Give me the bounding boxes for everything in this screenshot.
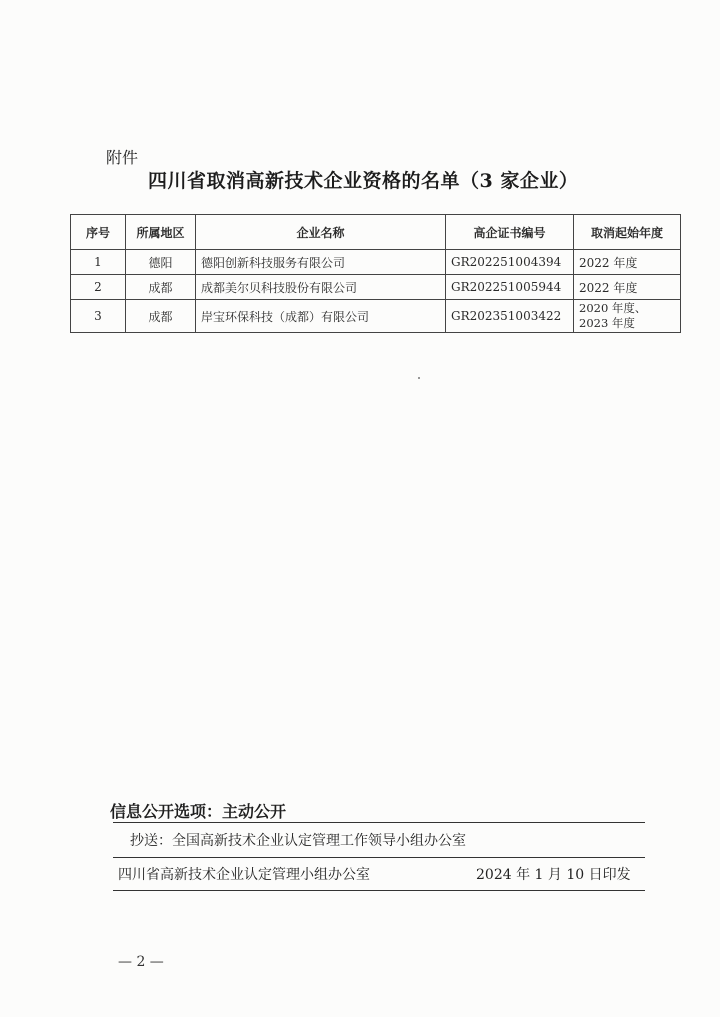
issue-date: 2024 年 1 月 10 日印发 — [476, 867, 631, 883]
cell-certificate-number: GR202251004394 — [446, 250, 574, 275]
table-header-row — [71, 215, 681, 250]
header-revocation-year: 取消起始年度 — [574, 215, 681, 250]
cc-recipients: 抄送：全国高新技术企业认定管理工作领导小组办公室 — [130, 833, 466, 849]
issuer-line — [118, 864, 638, 884]
footer-divider — [113, 822, 645, 823]
table-row — [71, 300, 681, 333]
header-region: 所属地区 — [126, 215, 196, 250]
issuer-name: 四川省高新技术企业认定管理小组办公室 — [118, 867, 370, 883]
cell-revocation-year: 2020 年度、2023 年度 — [574, 300, 681, 333]
cell-region: 德阳 — [126, 250, 196, 275]
cell-region: 成都 — [126, 300, 196, 333]
cell-certificate-number: GR202251005944 — [446, 275, 574, 300]
footer-divider — [113, 857, 645, 858]
page-number: — 2 — — [118, 954, 164, 970]
header-certificate-number: 高企证书编号 — [446, 215, 574, 250]
header-serial: 序号 — [71, 215, 126, 250]
cell-region: 成都 — [126, 275, 196, 300]
scan-speck — [418, 377, 420, 379]
header-company-name: 企业名称 — [196, 215, 446, 250]
attachment-label: 附件 — [106, 148, 139, 167]
cell-serial: 3 — [71, 300, 126, 333]
cell-serial: 2 — [71, 275, 126, 300]
footer-divider — [113, 890, 645, 891]
cell-company-name: 德阳创新科技服务有限公司 — [196, 250, 446, 275]
document-title: 四川省取消高新技术企业资格的名单（3 家企业） — [148, 170, 579, 192]
cell-company-name: 成都美尔贝科技股份有限公司 — [196, 275, 446, 300]
cell-serial: 1 — [71, 250, 126, 275]
disclosure-option: 信息公开选项：主动公开 — [110, 802, 287, 821]
cell-revocation-year: 2022 年度 — [574, 275, 681, 300]
cell-company-name: 岸宝环保科技（成都）有限公司 — [196, 300, 446, 333]
table-row — [71, 275, 681, 300]
table-row — [71, 250, 681, 275]
cell-certificate-number: GR202351003422 — [446, 300, 574, 333]
revoked-enterprise-table — [70, 214, 681, 333]
cell-revocation-year: 2022 年度 — [574, 250, 681, 275]
